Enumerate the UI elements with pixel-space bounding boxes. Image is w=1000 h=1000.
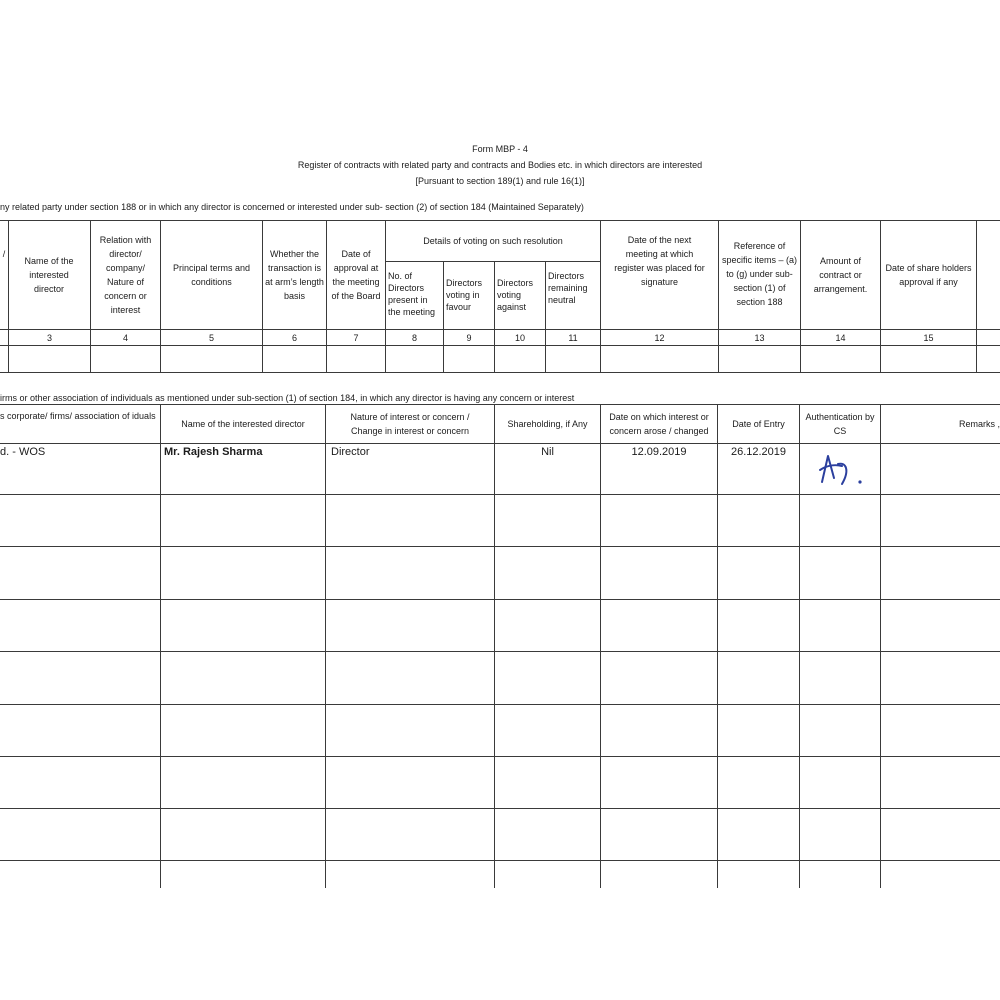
col-number: 11 bbox=[568, 333, 578, 343]
col-no-directors: No. of Directors present in the meeting bbox=[388, 271, 436, 317]
col-number: 10 bbox=[514, 333, 525, 343]
partial-column-header: / bbox=[2, 249, 6, 259]
col-name-director: Name of the interested director bbox=[24, 256, 74, 294]
col-number: 4 bbox=[122, 333, 128, 343]
col-number: 7 bbox=[353, 333, 359, 343]
col-reference: Reference of specific items – (a) to (g) under sub-section (1) of section 188 bbox=[721, 240, 798, 307]
col-remaining-neutral: Directors remaining neutral bbox=[548, 271, 588, 305]
register-title: Register of contracts with related party and contracts and Bodies etc. in which directors are interested bbox=[297, 160, 703, 170]
col-number: 5 bbox=[208, 333, 214, 343]
col-voting-group: Details of voting on such resolution bbox=[423, 236, 563, 246]
col-nature-interest: Nature of interest or concern / Change in interest or concern bbox=[350, 412, 470, 436]
entity-name: d. - WOS bbox=[0, 446, 46, 458]
interested-director-name: Mr. Rajesh Sharma bbox=[164, 446, 263, 458]
col-number: 6 bbox=[291, 333, 297, 343]
col-next-meeting: Date of the next meeting at which register was placed for signature bbox=[614, 235, 705, 287]
date-entry-value: 26.12.2019 bbox=[730, 446, 787, 458]
col-number: 13 bbox=[754, 333, 765, 343]
col-voting-favour: Directors voting in favour bbox=[446, 278, 483, 312]
part1-caption: ny related party under section 188 or in which any director is concerned or interested under sub- section (2) of section 184 (Maintained Separately) bbox=[0, 202, 584, 212]
form-name: Form MBP - 4 bbox=[472, 144, 528, 154]
col-number: 3 bbox=[46, 333, 52, 343]
date-arose-value: 12.09.2019 bbox=[631, 446, 687, 458]
col-relation: Relation with director/ company/ Nature of concern or interest bbox=[99, 235, 152, 315]
col-principal-terms: Principal terms and conditions bbox=[172, 263, 251, 287]
col-amount: Amount of contract or arrangement. bbox=[813, 256, 868, 294]
col-date-arose: Date on which interest or concern arose / changed bbox=[609, 412, 709, 436]
col-shareholders-approval: Date of share holders approval if any bbox=[885, 263, 972, 287]
nature-of-interest: Director bbox=[331, 446, 370, 458]
col-number: 14 bbox=[835, 333, 846, 343]
col-arms-length: Whether the transaction is at arm’s length basis bbox=[265, 249, 324, 301]
cs-initials-signature bbox=[812, 448, 872, 492]
col-name-interested-director: Name of the interested director bbox=[181, 419, 305, 429]
part2-caption: irms or other association of individuals as mentioned under sub-section (1) of section 184, in which any director is having any concern or interest bbox=[0, 393, 575, 403]
col-number: 9 bbox=[466, 333, 472, 343]
col-voting-against: Directors voting against bbox=[497, 278, 534, 312]
col-number: 15 bbox=[923, 333, 934, 343]
col-number: 8 bbox=[411, 333, 417, 343]
col-date-entry: Date of Entry bbox=[732, 419, 785, 429]
col-remarks: Remarks , bbox=[958, 419, 1000, 429]
shareholding-value: Nil bbox=[541, 446, 554, 458]
col-authentication: Authentication by CS bbox=[805, 412, 875, 436]
col-number: 12 bbox=[654, 333, 665, 343]
col-date-approval: Date of approval at the meeting of the Board bbox=[331, 249, 381, 301]
col-bodies-corporate: s corporate/ firms/ association of iduals bbox=[0, 411, 156, 421]
col-shareholding: Shareholding, if Any bbox=[507, 419, 588, 429]
pursuant-text: [Pursuant to section 189(1) and rule 16(1)] bbox=[415, 176, 585, 186]
